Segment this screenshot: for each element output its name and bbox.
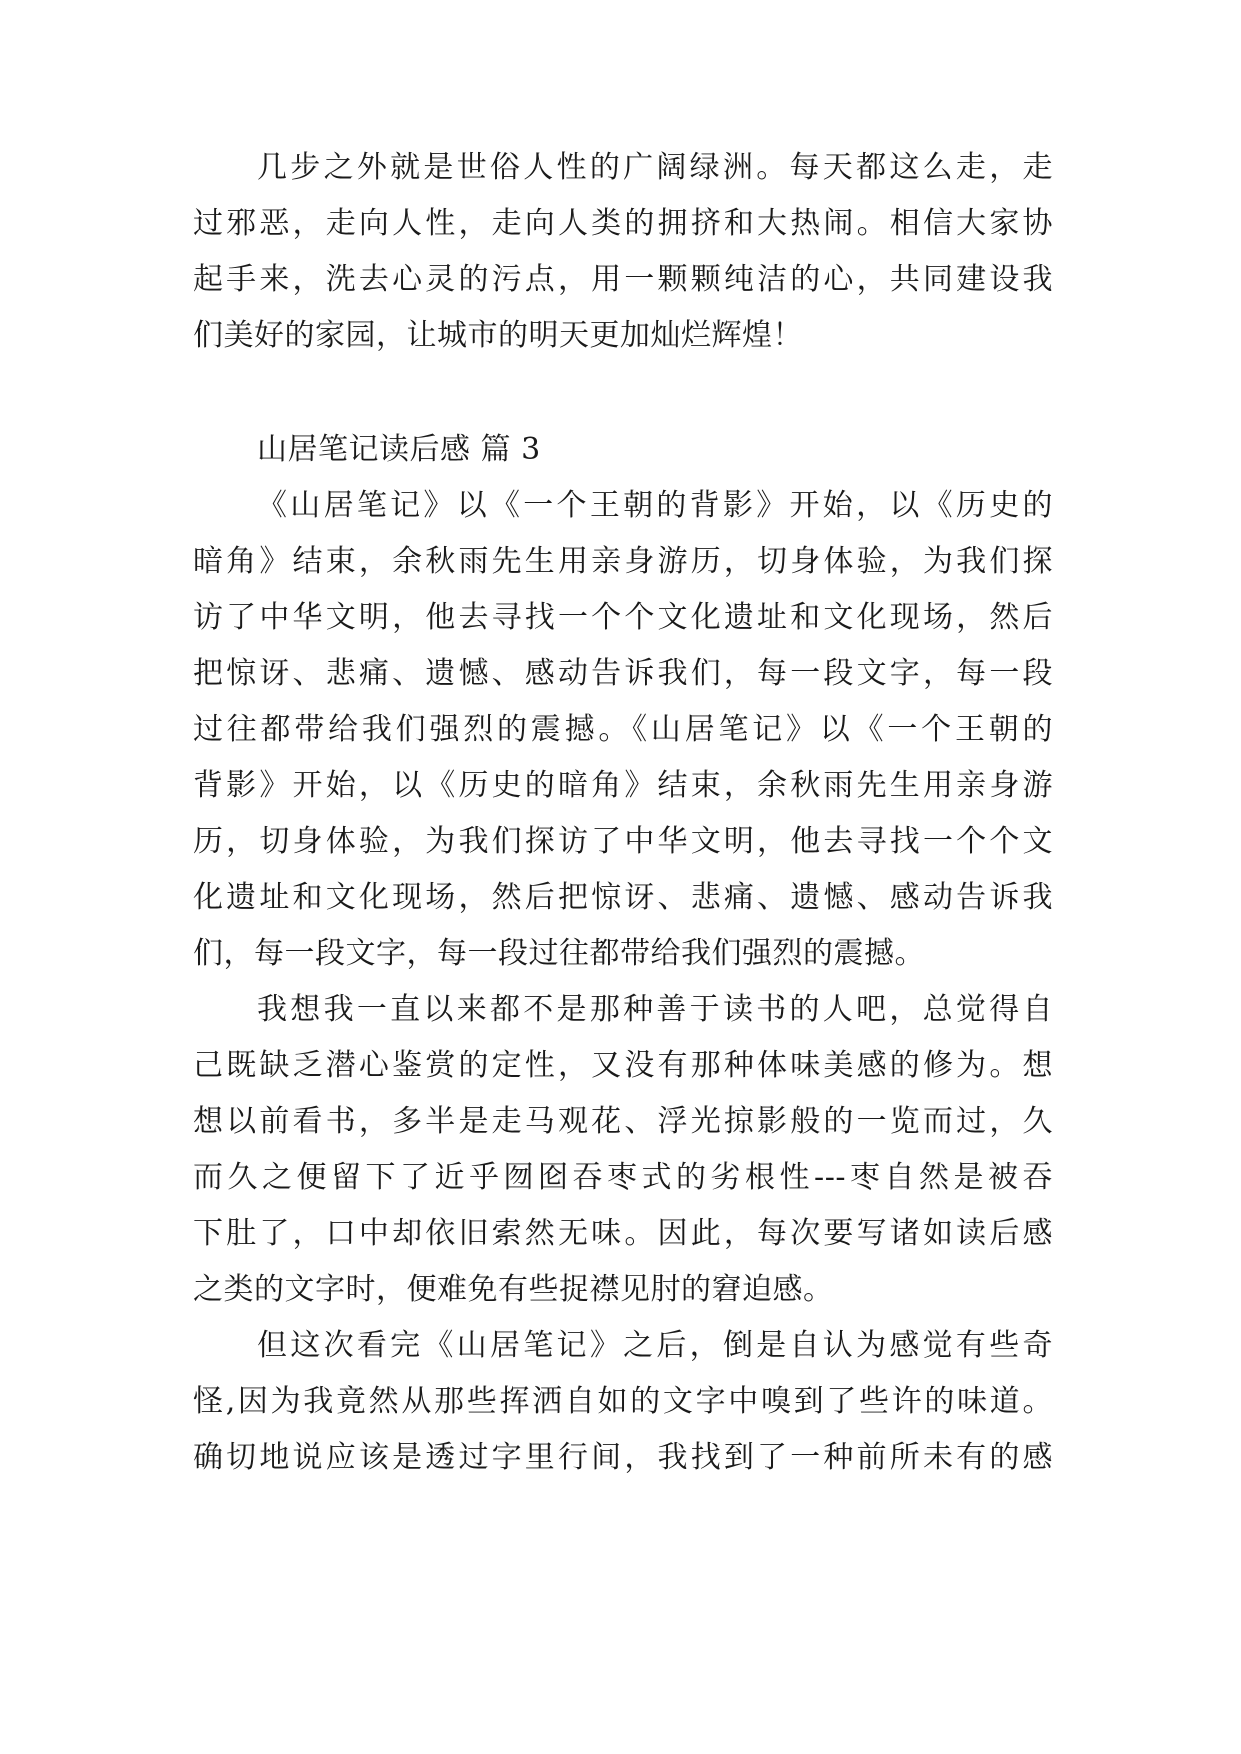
- paragraph-3-line-1: 我想我一直以来都不是那种善于读书的人吧，总觉得自: [257, 992, 1053, 1027]
- paragraph-2-line-3: 访了中华文明，他去寻找一个个文化遗址和文化现场，然后: [193, 600, 1053, 635]
- section-heading: 山居笔记读后感 篇 3: [257, 432, 541, 467]
- paragraph-1-line-1: 几步之外就是世俗人性的广阔绿洲。每天都这么走，走: [257, 150, 1053, 185]
- paragraph-4-line-2: 怪,因为我竟然从那些挥洒自如的文字中嗅到了些许的味道。: [193, 1384, 1053, 1419]
- paragraph-2-line-6: 背影》开始，以《历史的暗角》结束，余秋雨先生用亲身游: [193, 768, 1053, 803]
- paragraph-1-line-2: 过邪恶，走向人性，走向人类的拥挤和大热闹。相信大家协: [193, 206, 1053, 241]
- paragraph-4-line-3: 确切地说应该是透过字里行间，我找到了一种前所未有的感: [193, 1440, 1053, 1475]
- paragraph-4-line-1: 但这次看完《山居笔记》之后，倒是自认为感觉有些奇: [257, 1328, 1053, 1363]
- paragraph-2-line-9: 们，每一段文字，每一段过往都带给我们强烈的震撼。: [193, 936, 925, 971]
- paragraph-3-line-2: 己既缺乏潜心鉴赏的定性，又没有那种体味美感的修为。想: [193, 1048, 1053, 1083]
- paragraph-3-line-3: 想以前看书，多半是走马观花、浮光掠影般的一览而过，久: [193, 1104, 1053, 1139]
- paragraph-2-line-7: 历，切身体验，为我们探访了中华文明，他去寻找一个个文: [193, 824, 1053, 859]
- paragraph-3-line-4: 而久之便留下了近乎囫囵吞枣式的劣根性---枣自然是被吞: [193, 1160, 1053, 1195]
- paragraph-2-line-1: 《山居笔记》以《一个王朝的背影》开始，以《历史的: [257, 488, 1053, 523]
- paragraph-1-line-4: 们美好的家园，让城市的明天更加灿烂辉煌！: [193, 318, 803, 353]
- paragraph-3-line-6: 之类的文字时，便难免有些捉襟见肘的窘迫感。: [193, 1272, 834, 1307]
- paragraph-3-line-5: 下肚了，口中却依旧索然无味。因此，每次要写诸如读后感: [193, 1216, 1053, 1251]
- paragraph-2-line-8: 化遗址和文化现场，然后把惊讶、悲痛、遗憾、感动告诉我: [193, 880, 1053, 915]
- paragraph-2-line-2: 暗角》结束，余秋雨先生用亲身游历，切身体验，为我们探: [193, 544, 1053, 579]
- paragraph-2-line-4: 把惊讶、悲痛、遗憾、感动告诉我们，每一段文字，每一段: [193, 656, 1053, 691]
- paragraph-2-line-5: 过往都带给我们强烈的震撼。《山居笔记》以《一个王朝的: [193, 712, 1053, 747]
- paragraph-1-line-3: 起手来，洗去心灵的污点，用一颗颗纯洁的心，共同建设我: [193, 262, 1053, 297]
